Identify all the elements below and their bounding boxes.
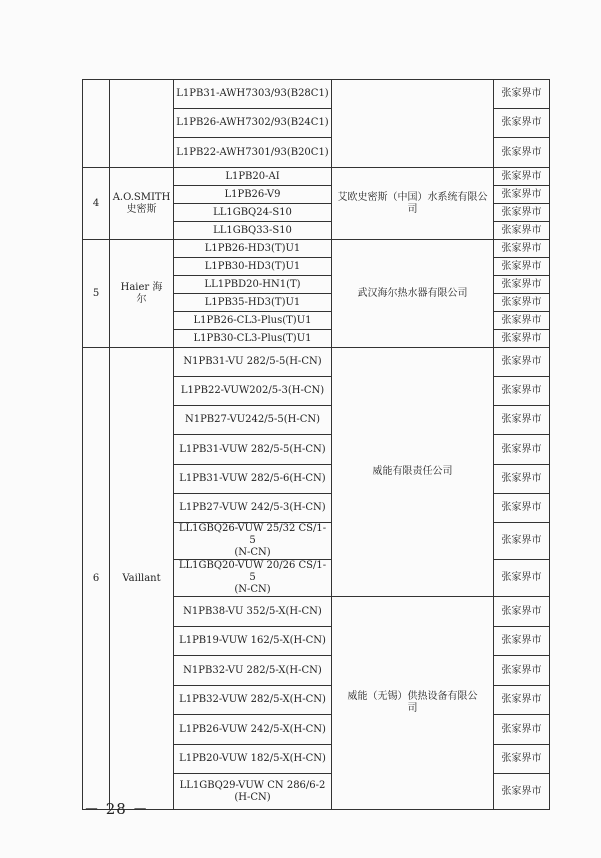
model-cell: L1PB26-HD3(T)U1 xyxy=(174,240,332,258)
index-cell: 4 xyxy=(83,168,110,240)
city-cell: 张家界市 xyxy=(494,597,550,627)
model-cell: L1PB27-VUW 242/5-3(H-CN) xyxy=(174,494,332,523)
index-cell: 5 xyxy=(83,240,110,348)
city-cell: 张家界市 xyxy=(494,109,550,138)
manufacturer-cell: 威能有限责任公司 xyxy=(332,348,494,597)
city-cell: 张家界市 xyxy=(494,494,550,523)
table-row xyxy=(83,80,550,109)
city-cell: 张家界市 xyxy=(494,294,550,312)
index-cell: 6 xyxy=(83,348,110,810)
city-cell: 张家界市 xyxy=(494,465,550,494)
model-cell: N1PB38-VU 352/5-X(H-CN) xyxy=(174,597,332,627)
model-cell: L1PB19-VUW 162/5-X(H-CN) xyxy=(174,627,332,656)
product-table-body xyxy=(83,80,550,810)
city-cell: 张家界市 xyxy=(494,222,550,240)
brand-cell: A.O.SMITH 史密斯 xyxy=(110,168,174,240)
manufacturer-cell: 威能（无锡）供热设备有限公 司 xyxy=(332,597,494,810)
model-cell: L1PB22-AWH7301/93(B20C1) xyxy=(174,138,332,168)
model-cell: L1PB26-VUW 242/5-X(H-CN) xyxy=(174,715,332,745)
city-cell: 张家界市 xyxy=(494,258,550,276)
model-cell: LL1PBD20-HN1(T) xyxy=(174,276,332,294)
model-cell: L1PB31-VUW 282/5-5(H-CN) xyxy=(174,435,332,465)
city-cell: 张家界市 xyxy=(494,523,550,560)
page-number: － 28 － xyxy=(84,800,149,818)
brand-cell: Vaillant xyxy=(110,348,174,810)
city-cell: 张家界市 xyxy=(494,80,550,109)
model-cell: L1PB22-VUW202/5-3(H-CN) xyxy=(174,377,332,406)
city-cell: 张家界市 xyxy=(494,377,550,406)
city-cell: 张家界市 xyxy=(494,774,550,810)
city-cell: 张家界市 xyxy=(494,312,550,330)
table-row xyxy=(83,168,550,186)
model-cell: L1PB31-VUW 282/5-6(H-CN) xyxy=(174,465,332,494)
model-cell: L1PB26-V9 xyxy=(174,186,332,204)
model-cell: L1PB20-AI xyxy=(174,168,332,186)
city-cell: 张家界市 xyxy=(494,276,550,294)
manufacturer-cell xyxy=(332,80,494,168)
city-cell: 张家界市 xyxy=(494,745,550,774)
model-cell: L1PB26-CL3-Plus(T)U1 xyxy=(174,312,332,330)
city-cell: 张家界市 xyxy=(494,348,550,377)
city-cell: 张家界市 xyxy=(494,627,550,656)
model-cell: L1PB31-AWH7303/93(B28C1) xyxy=(174,80,332,109)
city-cell: 张家界市 xyxy=(494,435,550,465)
product-table xyxy=(82,79,550,810)
manufacturer-cell: 武汉海尔热水器有限公司 xyxy=(332,240,494,348)
city-cell: 张家界市 xyxy=(494,168,550,186)
city-cell: 张家界市 xyxy=(494,560,550,597)
manufacturer-cell: 艾欧史密斯（中国）水系统有限公司 xyxy=(332,168,494,240)
model-cell: LL1GBQ33-S10 xyxy=(174,222,332,240)
city-cell: 张家界市 xyxy=(494,204,550,222)
model-cell: L1PB35-HD3(T)U1 xyxy=(174,294,332,312)
city-cell: 张家界市 xyxy=(494,406,550,435)
model-cell: LL1GBQ24-S10 xyxy=(174,204,332,222)
city-cell: 张家界市 xyxy=(494,138,550,168)
model-cell: L1PB32-VUW 282/5-X(H-CN) xyxy=(174,686,332,715)
table-row xyxy=(83,240,550,258)
model-cell: N1PB32-VU 282/5-X(H-CN) xyxy=(174,656,332,686)
model-cell: L1PB20-VUW 182/5-X(H-CN) xyxy=(174,745,332,774)
model-cell: L1PB26-AWH7302/93(B24C1) xyxy=(174,109,332,138)
model-cell: LL1GBQ26-VUW 25/32 CS/1-5 (N-CN) xyxy=(174,523,332,560)
model-cell: L1PB30-CL3-Plus(T)U1 xyxy=(174,330,332,348)
city-cell: 张家界市 xyxy=(494,715,550,745)
model-cell: N1PB31-VU 282/5-5(H-CN) xyxy=(174,348,332,377)
model-cell: LL1GBQ29-VUW CN 286/6-2 (H-CN) xyxy=(174,774,332,810)
city-cell: 张家界市 xyxy=(494,656,550,686)
city-cell: 张家界市 xyxy=(494,330,550,348)
city-cell: 张家界市 xyxy=(494,186,550,204)
index-cell xyxy=(83,80,110,168)
city-cell: 张家界市 xyxy=(494,240,550,258)
model-cell: L1PB30-HD3(T)U1 xyxy=(174,258,332,276)
model-cell: LL1GBQ20-VUW 20/26 CS/1-5 (N-CN) xyxy=(174,560,332,597)
brand-cell: Haier 海 尔 xyxy=(110,240,174,348)
brand-cell xyxy=(110,80,174,168)
table-row xyxy=(83,348,550,377)
city-cell: 张家界市 xyxy=(494,686,550,715)
model-cell: N1PB27-VU242/5-5(H-CN) xyxy=(174,406,332,435)
